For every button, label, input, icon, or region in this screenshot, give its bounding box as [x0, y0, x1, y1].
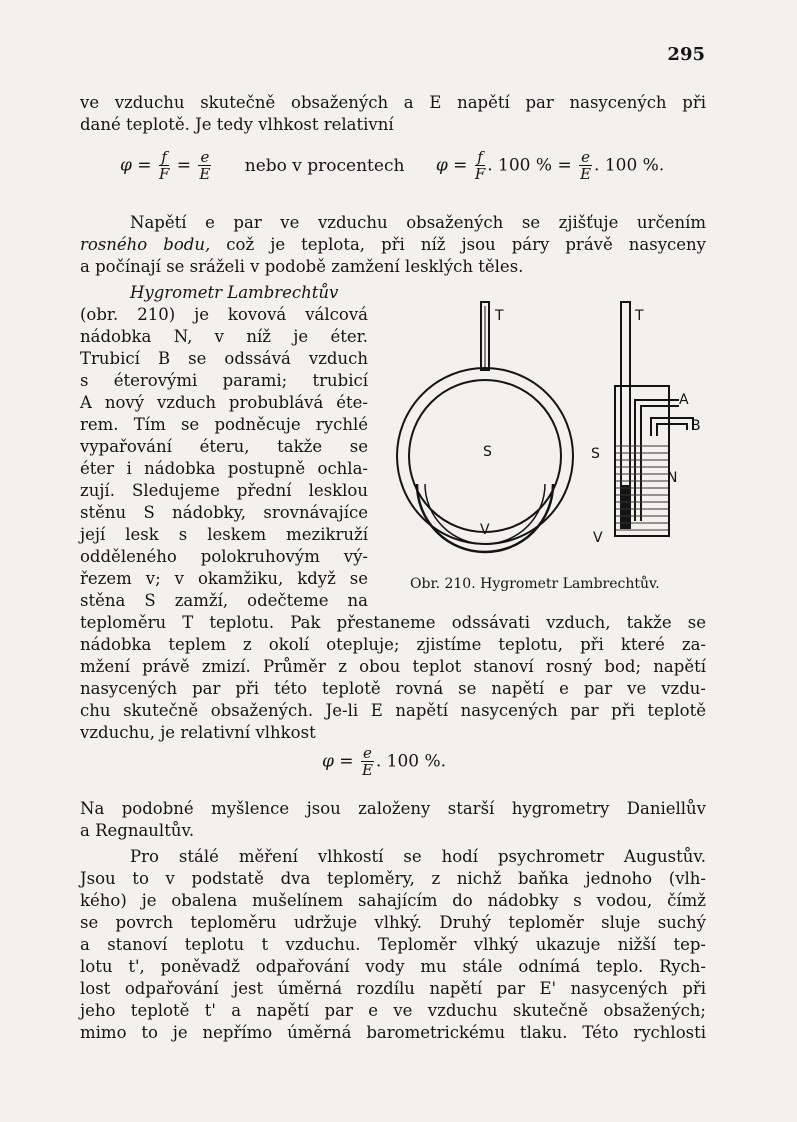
formula-relative-humidity-2: φ = $\frac{e}{E}$ . 100 %.: [322, 744, 447, 779]
para5-line: Jsou to v podstatě dva teploměry, z nichž baňka jednoho (vlh-: [80, 869, 706, 888]
para4-line1: Na podobné myšlence jsou založeny starší hygrometry Daniellův: [80, 799, 706, 818]
para5-line: lost odpařování jest úměrná rozdílu napětí par E' nasycených při: [80, 979, 706, 998]
figure-hygrometer: [385, 296, 705, 586]
para3-line: nasycených par při této teplotě rovná se napětí e par ve vzdu-: [80, 679, 706, 698]
fraction-e-over-E: $\frac{e}{E}$: [199, 148, 211, 183]
formula-relative-humidity: φ = $\frac{f}{F}$ = $\frac{e}{E}$ nebo v procentech φ = $\frac{f}{F}$ . 100 % = $\frac{e}{E}$ . 100 %.: [120, 148, 665, 183]
figure-caption: Obr. 210. Hygrometr Lambrechtův.: [410, 576, 660, 592]
label-S-right: S: [591, 446, 600, 462]
para5-line: mimo to je nepřímo úměrná barometrickému tlaku. Této rychlosti: [80, 1023, 706, 1042]
para3-line: nádobka teplem z okolí otepluje; zjistíme teplotu, při které za-: [80, 635, 706, 654]
para5-line: Pro stálé měření vlhkostí se hodí psychrometr Augustův.: [130, 847, 706, 866]
para3-narrow-line: (obr. 210) je kovová válcová: [80, 305, 368, 324]
para3-narrow-line: A nový vzduch probublává éte-: [80, 393, 368, 412]
para3-heading: Hygrometr Lambrechtův: [130, 283, 339, 302]
term-rosny-bod: rosného bodu,: [80, 235, 211, 254]
para3-line: mžení právě zmizí. Průměr z obou teplot stanoví rosný bod; napětí: [80, 657, 706, 676]
thermometer-bulb: [623, 486, 628, 526]
para1-line2: dané teplotě. Je tedy vlhkost relativní: [80, 115, 394, 134]
para2-line1: Napětí e par ve vzduchu obsažených se zjišťuje určením: [130, 213, 706, 232]
para3-narrow-line: stěnu S nádobky, srovnávajíce: [80, 503, 368, 522]
para3-narrow-line: řezem v; v okamžiku, když se: [80, 569, 368, 588]
label-T-left: T: [495, 308, 504, 324]
para3-narrow-line: nádobka N, v níž je éter.: [80, 327, 368, 346]
semicircular-cutout: [417, 484, 553, 552]
para2-line3: a počínají se sráželi v podobě zamžení lesklých těles.: [80, 257, 524, 276]
fraction-f-over-F: $\frac{f}{F}$: [158, 148, 170, 183]
para3-narrow-line: éter i nádobka postupně ochla-: [80, 459, 368, 478]
para1-line1: ve vzduchu skutečně obsažených a E napětí par nasycených při: [80, 93, 706, 112]
formula-mid-text: nebo v procentech: [244, 155, 405, 176]
para3-line: chu skutečně obsažených. Je-li E napětí nasycených par při teplotě: [80, 701, 706, 720]
label-N: N: [667, 470, 678, 486]
label-B: B: [691, 418, 701, 434]
label-T-right: T: [635, 308, 644, 324]
para2-line2: rosného bodu, což je teplota, při níž jsou páry právě nasyceny: [80, 235, 707, 254]
label-V-right: V: [593, 530, 603, 546]
label-S-left: S: [483, 444, 492, 460]
para3-narrow-line: stěna S zamží, odečteme na: [80, 591, 368, 610]
label-V-left: V: [480, 522, 490, 538]
para3-line: vzduchu, je relativní vlhkost: [80, 723, 316, 742]
para5-line: jeho teplotě t' a napětí par e ve vzduchu skutečně obsažených;: [80, 1001, 706, 1020]
para5-line: lotu t', poněvadž odpařování vody mu stále odnímá teplo. Rych-: [80, 957, 706, 976]
para3-narrow-line: vypařování éteru, takže se: [80, 437, 368, 456]
para3-narrow-line: zují. Sledujeme přední lesklou: [80, 481, 368, 500]
para5-line: a stanoví teplotu t vzduchu. Teploměr vlhký ukazuje nižší tep-: [80, 935, 706, 954]
para5-line: se povrch teploměru udržuje vlhký. Druhý teploměr sluje suchý: [80, 913, 706, 932]
para3-narrow-line: její lesk s leskem mezikruží: [80, 525, 368, 544]
para3-narrow-line: odděleného polokruhovým vý-: [80, 547, 368, 566]
para3-line: teploměru T teplotu. Pak přestaneme odssávati vzduch, takže se: [80, 613, 706, 632]
label-A: A: [679, 392, 689, 408]
page-number: 295: [667, 44, 705, 65]
para3-narrow-line: s éterovými parami; trubicí: [80, 371, 368, 390]
para3-narrow-line: Trubicí B se odssává vzduch: [80, 349, 368, 368]
para5-line: kého) je obalena mušelínem sahajícím do nádobky s vodou, čímž: [80, 891, 706, 910]
para3-narrow-line: rem. Tím se podněcuje rychlé: [80, 415, 368, 434]
phi-symbol: φ: [120, 155, 132, 176]
para4-line2: a Regnaultův.: [80, 821, 195, 840]
